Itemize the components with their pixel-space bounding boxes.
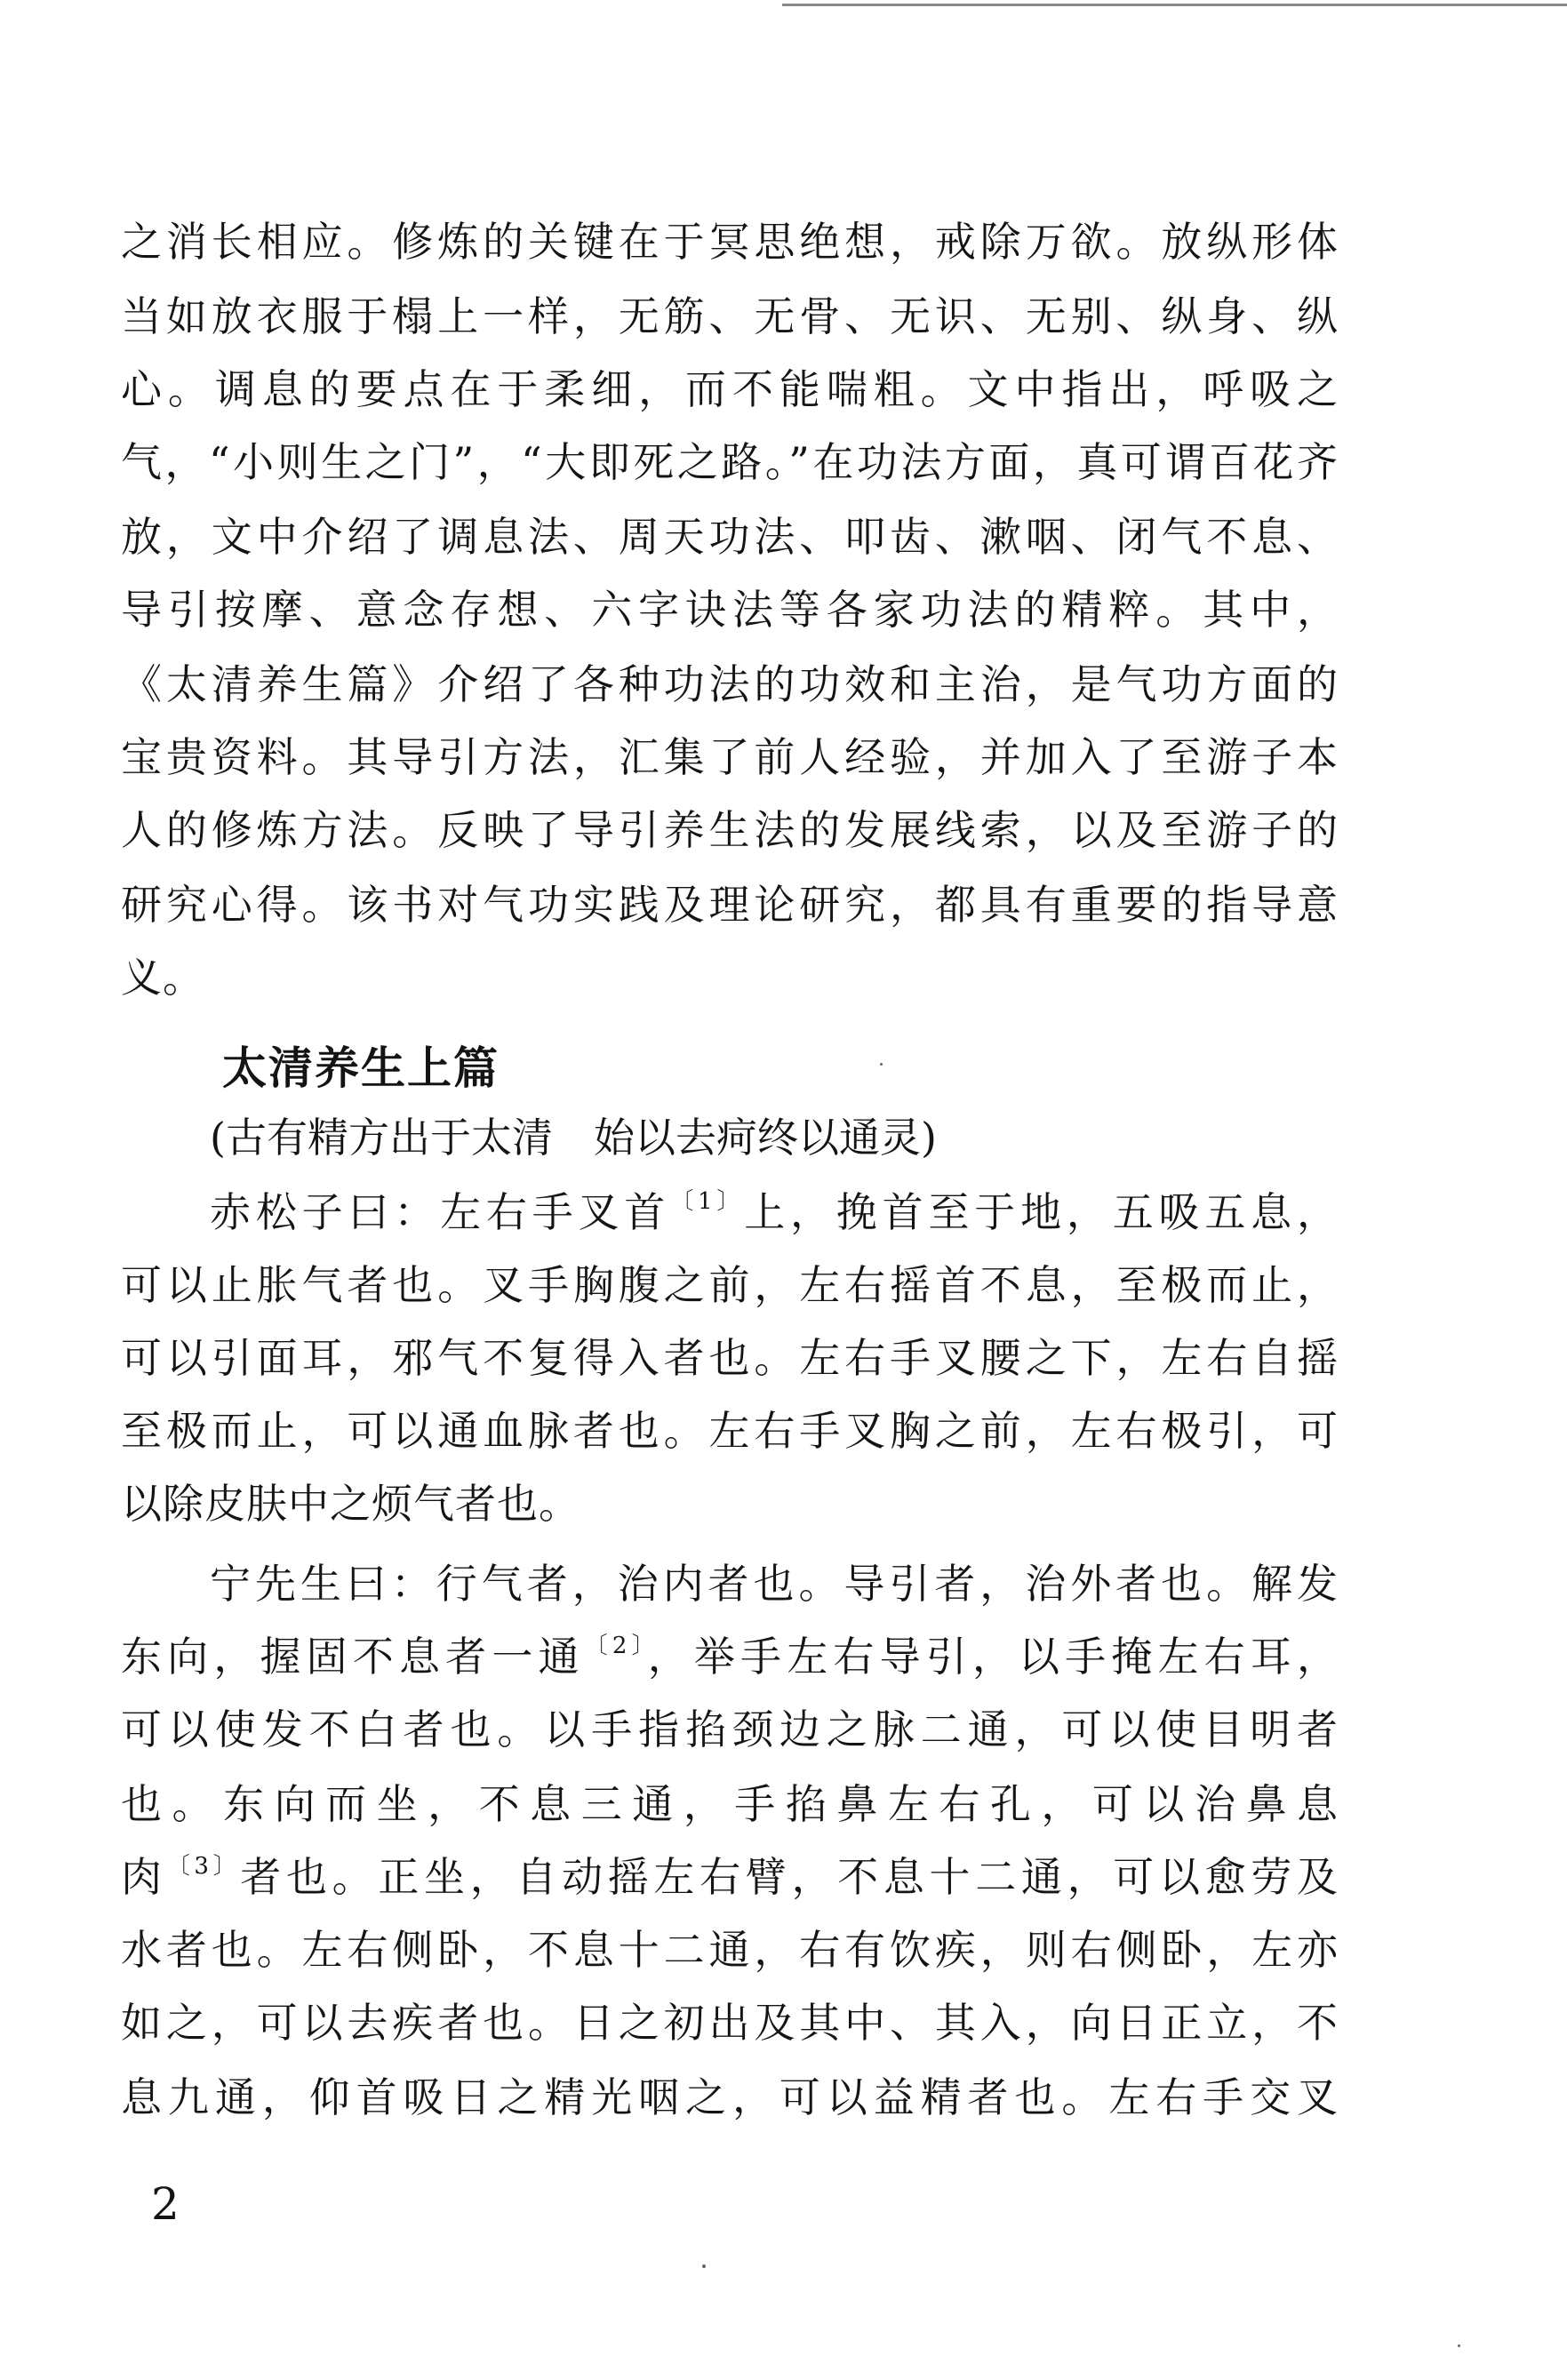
text-line: 研究心得。该书对气功实践及理论研究，都具有重要的指导意: [121, 881, 1339, 929]
text-line: [121, 1630, 1339, 1683]
text-line: 人的修炼方法。反映了导引养生法的发展线索，以及至游子的: [121, 806, 1339, 854]
text-line: 当如放衣服于榻上一样，无筋、无骨、无识、无别、纵身、纵: [121, 292, 1339, 340]
text-span: 赤松子曰：左右手叉首: [210, 1188, 671, 1236]
text-span: 上，挽首至于地，五吸五息，: [744, 1188, 1339, 1236]
section-subtitle: (古有精方出于太清 始以去疴终以通灵): [210, 1114, 937, 1162]
text-line: 水者也。左右侧卧，不息十二通，右有饮疾，则右侧卧，左亦: [121, 1926, 1339, 1974]
footnote-marker: 〔2〕: [584, 1633, 648, 1659]
text-line: 心。调息的要点在于柔细，而不能喘粗。文中指出，呼吸之: [121, 365, 1339, 413]
text-line: 可以使发不白者也。以手指掐颈边之脉二通，可以使目明者: [121, 1705, 1339, 1753]
text-span: 东向，握固不息者一通: [121, 1633, 585, 1681]
text-line: 息九通，仰首吸日之精光咽之，可以益精者也。左右手交叉: [121, 2073, 1339, 2121]
section-title: 太清养生上篇: [222, 1042, 500, 1094]
footnote-marker: 〔1〕: [670, 1188, 745, 1215]
text-span: ，举手左右导引，以手掩左右耳，: [647, 1633, 1339, 1681]
text-line: 义。: [121, 954, 204, 1002]
text-span: 者也。正坐，自动摇左右臂，不息十二通，可以愈劳及: [240, 1853, 1339, 1901]
text-line: 至极而止，可以通血脉者也。左右手叉胸之前，左右极引，可: [121, 1407, 1339, 1455]
text-line: 可以引面耳，邪气不复得入者也。左右手叉腰之下，左右自摇: [121, 1334, 1339, 1382]
text-line: 宝贵资料。其导引方法，汇集了前人经验，并加入了至游子本: [121, 733, 1339, 781]
page-number: 2: [151, 2178, 180, 2230]
text-line: [121, 1850, 1339, 1904]
text-line: 也。东向而坐，不息三通，手掐鼻左右孔，可以治鼻息: [121, 1780, 1339, 1828]
text-line: 宁先生曰：行气者，治内者也。导引者，治外者也。解发: [210, 1560, 1339, 1608]
text-line: 可以止胀气者也。叉手胸腹之前，左右摇首不息，至极而止，: [121, 1261, 1339, 1309]
text-line: 以除皮肤中之烦气者也。: [121, 1480, 580, 1528]
text-line: 放，文中介绍了调息法、周天功法、叩齿、漱咽、闭气不息、: [121, 513, 1339, 561]
scan-speck: [880, 1063, 883, 1066]
text-line: 如之，可以去疾者也。日之初出及其中、其入，向日正立，不: [121, 1999, 1339, 2047]
footnote-marker: 〔3〕: [166, 1853, 241, 1880]
scan-speck: [702, 2264, 706, 2268]
text-line: 之消长相应。修炼的关键在于冥思绝想，戒除万欲。放纵形体: [121, 218, 1339, 266]
text-line: 气，“小则生之门”，“大即死之路。”在功法方面，真可谓百花齐: [121, 438, 1339, 486]
text-line: [210, 1186, 1339, 1239]
text-line: 导引按摩、意念存想、六字诀法等各家功法的精粹。其中，: [121, 586, 1339, 634]
text-line: 《太清养生篇》介绍了各种功法的功效和主治，是气功方面的: [121, 660, 1339, 708]
top-scan-rule: [782, 4, 1567, 6]
scan-speck: [1458, 2344, 1460, 2347]
text-span: 肉: [121, 1853, 167, 1901]
